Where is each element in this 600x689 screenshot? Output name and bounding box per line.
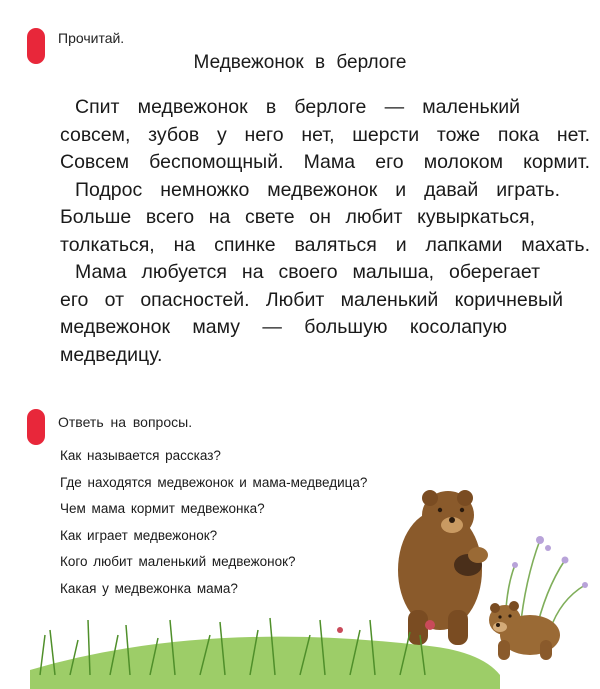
story-line: Больше всего на свете он любит кувыркаться, (60, 206, 535, 228)
story-line: Подрос немножко медвежонок и давай играть. (75, 178, 560, 201)
question-item: Где находятся медвежонок и мама-медведица? (60, 474, 368, 490)
story-line: Мама любуется на своего малыша, оберегает (75, 261, 540, 283)
story-title: Медвежонок в берлоге (193, 52, 407, 73)
story-line: Спит медвежонок в берлоге — маленький (75, 96, 520, 118)
bear-cub-icon (489, 601, 560, 660)
story-line: толкаться, на спинке валяться и лапками махать. (60, 233, 590, 256)
mother-bear-icon (398, 490, 488, 645)
question-item: Чем мама кормит медвежонка? (60, 501, 265, 517)
story-line: его от опасностей. Любит маленький коричневый (60, 288, 563, 311)
task-label-read: Прочитай. (58, 30, 125, 46)
task-label-answer: Ответь на вопросы. (58, 414, 193, 430)
task-marker-2 (27, 409, 45, 445)
story-line: медвежонок маму — большую косолапую (60, 316, 507, 338)
story-line: совсем, зубов у него нет, шерсти тоже пока нет. (60, 123, 590, 146)
question-item: Как называется рассказ? (60, 448, 221, 463)
question-item: Какая у медвежонка мама? (60, 580, 238, 596)
story-line: медведицу. (60, 343, 163, 366)
question-item: Кого любит маленький медвежонок? (60, 554, 296, 570)
story-text (60, 94, 590, 369)
grass-icon (30, 618, 500, 689)
story-line: Совсем беспомощный. Мама его молоком кормит. (60, 151, 590, 173)
questions-list (60, 443, 367, 603)
question-item: Как играет медвежонок? (60, 527, 218, 543)
